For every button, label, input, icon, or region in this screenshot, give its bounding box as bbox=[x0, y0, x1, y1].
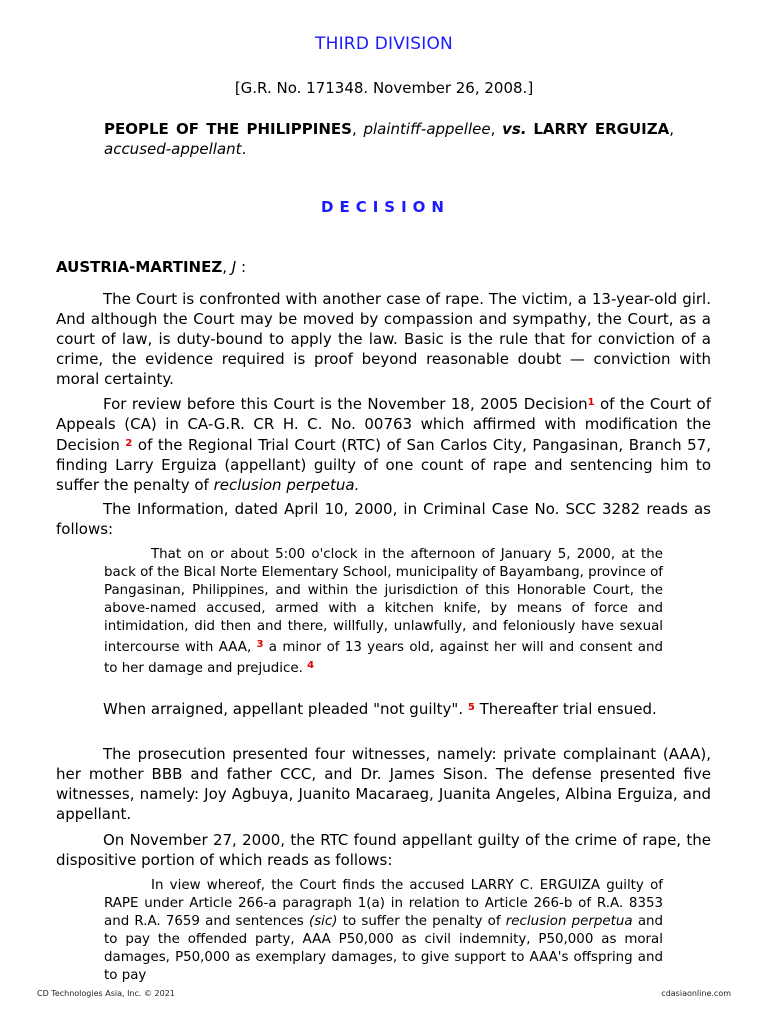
paragraph-6: On November 27, 2000, the RTC found appellant guilty of the crime of rape, the dispositive portion of which reads as follows: bbox=[56, 831, 711, 869]
paragraph-6-block bbox=[56, 830, 711, 870]
penalty-term: reclusion perpetua bbox=[505, 914, 633, 929]
defendant-name: LARRY ERGUIZA bbox=[533, 120, 670, 138]
plaintiff-name: PEOPLE OF THE PHILIPPINES bbox=[104, 120, 352, 138]
paragraph-3-block bbox=[56, 499, 711, 539]
text-run: of the Court of Appeals (CA) in CA-G.R. CR H. C. No. 00763 which affirmed with modification the Decision bbox=[56, 395, 711, 454]
text-run: That on or about 5:00 o'clock in the afternoon of January 5, 2000, at the back of the Bical Norte Elementary School, municipality of Bayambang, province of Pangasinan, Philippines, and within the jurisdiction of this Honorable Court, the above-named accused, armed with a kitchen knife, by means of force and intimidation, did then and there, willfully, unlawfully, and feloniously have sexual intercourse with AAA, bbox=[104, 547, 663, 655]
justice-name: AUSTRIA-MARTINEZ bbox=[56, 258, 223, 276]
separator: . bbox=[241, 140, 247, 158]
separator: , bbox=[351, 120, 364, 138]
footnote-link-5[interactable]: 5 bbox=[467, 702, 475, 713]
justice-title: J bbox=[231, 258, 237, 276]
footnote-link-2[interactable]: 2 bbox=[125, 438, 133, 449]
paragraph-2 bbox=[56, 393, 711, 495]
text-run: Thereafter trial ensued. bbox=[474, 700, 657, 718]
separator: , bbox=[222, 258, 232, 276]
information-quote bbox=[104, 546, 663, 678]
footer-copyright: CD Technologies Asia, Inc. © 2021 bbox=[37, 989, 175, 998]
paragraph-5-block bbox=[56, 744, 711, 824]
text-run: For review before this Court is the November 18, 2005 Decision bbox=[103, 395, 588, 413]
separator: , bbox=[490, 120, 503, 138]
text-run: of the Regional Trial Court (RTC) of San Carlos City, Pangasinan, Branch 57, finding Larry Erguiza (appellant) guilty of one count of rape and sentencing him to suffer the penalty of bbox=[56, 436, 711, 494]
decision-title: DECISION bbox=[321, 198, 450, 216]
paragraph-4 bbox=[56, 698, 711, 719]
separator: : bbox=[236, 258, 247, 276]
defendant-role: accused-appellant bbox=[104, 140, 242, 158]
footer-site[interactable]: cdasiaonline.com bbox=[661, 989, 731, 998]
separator: , bbox=[669, 120, 674, 138]
footnote-link-1[interactable]: 1 bbox=[587, 397, 595, 408]
paragraph-4-block bbox=[56, 698, 711, 719]
paragraph-5: The prosecution presented four witnesses, namely: private complainant (AAA), her mother BBB and father CCC, and Dr. James Sison. The defense presented five witnesses, namely: Joy Agbuya, Juanito Macaraeg, Juanita Angeles, Albina Erguiza, and appellant. bbox=[56, 745, 711, 823]
versus-label: vs. bbox=[502, 120, 527, 138]
text-run: When arraigned, appellant pleaded "not guilty". bbox=[103, 700, 468, 718]
ponente bbox=[56, 258, 246, 276]
dispositive-quote bbox=[104, 877, 663, 985]
division-heading: THIRD DIVISION bbox=[315, 34, 453, 54]
case-parties bbox=[104, 119, 674, 159]
text-run: In view whereof, the Court finds the accused LARRY C. ERGUIZA guilty of RAPE under Article 266-a paragraph 1(a) in relation to Article 266-b of R.A. 8353 and R.A. 7659 and sentences bbox=[104, 878, 663, 929]
sic-note: (sic) bbox=[308, 914, 338, 929]
footnote-link-3[interactable]: 3 bbox=[256, 639, 264, 650]
paragraph-3: The Information, dated April 10, 2000, in Criminal Case No. SCC 3282 reads as follows: bbox=[56, 500, 711, 538]
text-run: and to pay the offended party, AAA P50,000 as civil indemnity, P50,000 as moral damages, P50,000 as exemplary damages, to give support to AAA's offspring and to pay bbox=[104, 914, 664, 983]
case-number: [G.R. No. 171348. November 26, 2008.] bbox=[234, 79, 534, 97]
footnote-link-4[interactable]: 4 bbox=[307, 660, 315, 671]
paragraph-2-block bbox=[56, 393, 711, 495]
text-run: a minor of 13 years old, against her will and consent and to her damage and prejudice. bbox=[104, 640, 663, 676]
penalty-term: reclusion perpetua. bbox=[213, 476, 360, 494]
plaintiff-role: plaintiff-appellee bbox=[363, 120, 491, 138]
text-run: to suffer the penalty of bbox=[337, 914, 506, 929]
paragraph-1: The Court is confronted with another case of rape. The victim, a 13-year-old girl. And although the Court may be moved by compassion and sympathy, the Court, as a court of law, is duty-bound to apply the law. Basic is the rule that for conviction of a crime, the evidence required is proof beyond reasonable doubt — conviction with moral certainty. bbox=[56, 290, 711, 388]
paragraph-1-block bbox=[56, 289, 711, 389]
